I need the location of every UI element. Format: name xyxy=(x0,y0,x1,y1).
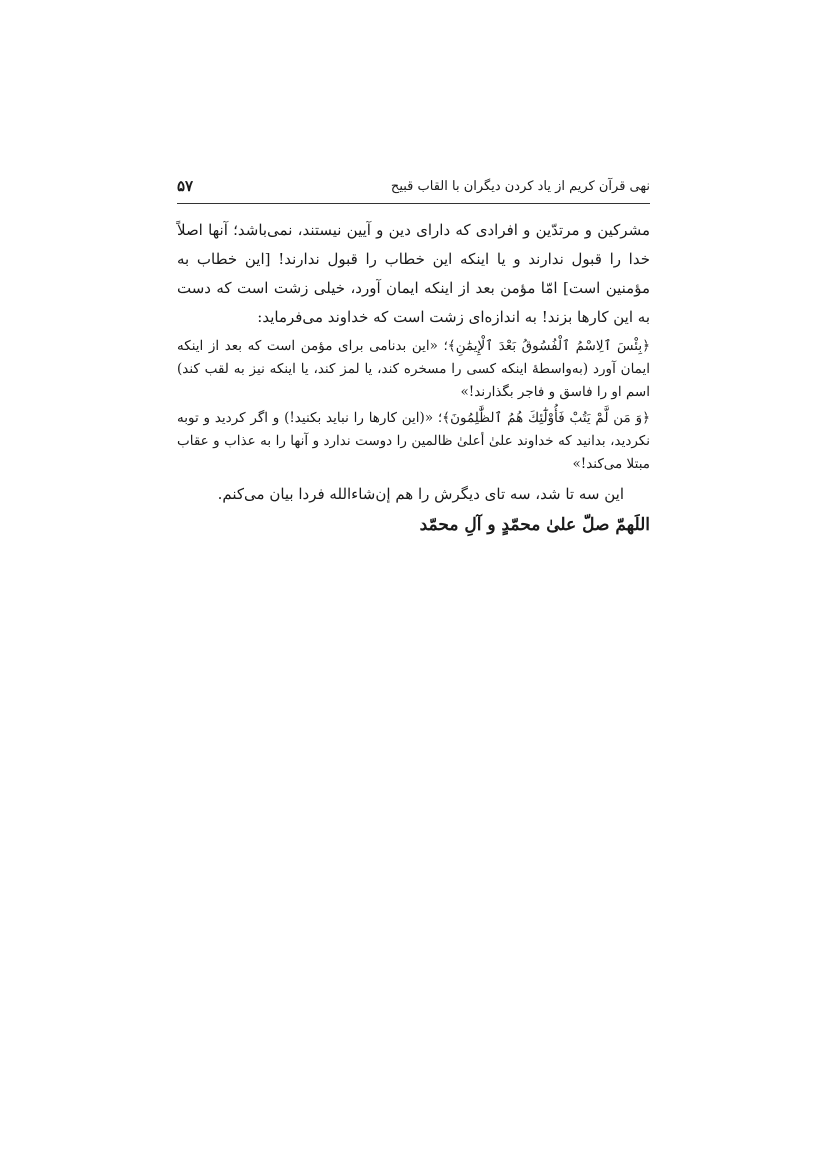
closing-line: این سه تا شد، سه تای دیگرش را هم إن‌شاءالله فردا بیان می‌کنم. xyxy=(217,485,624,503)
salawat-line: اللَهمّ صلّ علیٰ محمّدٍ و آلِ محمّد xyxy=(419,515,650,535)
page-number: ۵۷ xyxy=(177,177,194,195)
quran-quote-1: ﴿بِئْسَ ٱلِاسْمُ ٱلْفُسُوقُ بَعْدَ ٱلْإِيمَٰنِ﴾؛ «این بدنامی برای مؤمن است که بعد از اینکه ایمان آورد (به‌واسطهٔ اینکه کسی را مسخره کند، یا لمز کند، یا اینکه نیز به لقب کند) اسم او را فاسق و فاجر بگذارند!» xyxy=(177,338,650,400)
body-text xyxy=(177,216,650,540)
running-header xyxy=(177,177,650,204)
quran-quote-2: ﴿وَ مَن لَّمْ يَتُبْ فَأُوْلَٰٓئِكَ هُمُ ٱلظَّٰلِمُونَ﴾؛ «(این کارها را نباید بکنید!) و اگر کردید و توبه نکردید، بدانید که خداوند علیٰ أعلیٰ ظالمین را دوست ندارد و آنها را به عذاب و عقاب مبتلا می‌کند!» xyxy=(177,410,650,472)
body-paragraph: مشرکین و مرتدّین و افرادی که دارای دین و آیین نیستند، نمی‌باشد؛ آنها اصلاً خدا را قبول ندارند و یا اینکه این خطاب را قبول ندارند! [این خطاب به مؤمنین است] امّا مؤمن بعد از اینکه ایمان آورد، خیلی زشت است که دست به این کارها بزند! به اندازه‌ای زشت است که خداوند می‌فرماید: xyxy=(177,221,650,326)
running-header-title: نهی قرآن کریم از یاد کردن دیگران با القاب قبیح xyxy=(390,179,650,194)
